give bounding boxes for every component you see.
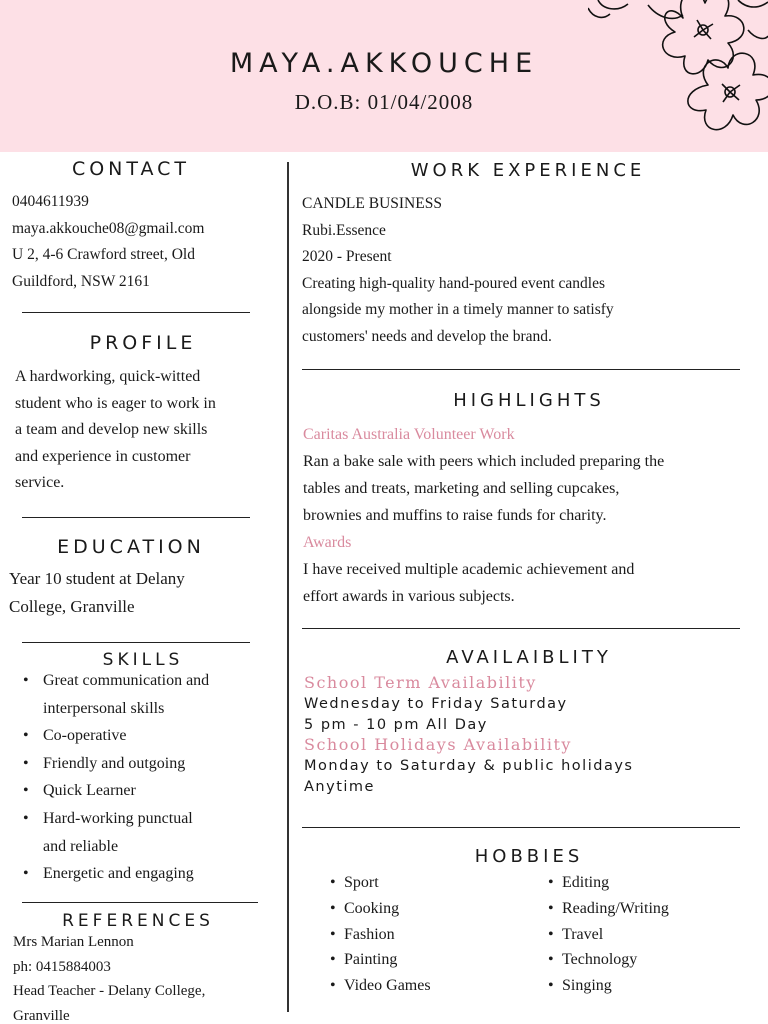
contact-email: maya.akkouche08@gmail.com [12, 219, 205, 237]
profile-line: a team and develop new skills [15, 421, 208, 438]
profile-line: and experience in customer [15, 447, 191, 465]
references-heading: REFERENCES [62, 911, 214, 931]
hobby-item: • Travel [548, 922, 758, 948]
profile-text [15, 364, 285, 497]
hobby-item: • Painting [330, 947, 530, 973]
date-of-birth: D.O.B: 01/04/2008 [294, 90, 474, 114]
profile-line: service. [15, 474, 65, 491]
divider [302, 628, 740, 629]
flower-decoration-icon [588, 0, 768, 160]
work-block [302, 191, 762, 350]
reference-role: Granville [13, 1007, 70, 1024]
references-block [13, 930, 285, 1024]
hobbies-heading: HOBBIES [474, 846, 584, 867]
hobby-item: • Video Games [330, 973, 530, 999]
profile-line: A hardworking, quick-witted [15, 368, 201, 385]
hobby-item: • Reading/Writing [548, 896, 758, 922]
highlight-line: I have received multiple academic achievement and [303, 561, 635, 578]
hobby-item: • Editing [548, 870, 758, 896]
hobby-item: • Sport [330, 870, 530, 896]
highlight-line: effort awards in various subjects. [303, 588, 515, 605]
contact-block [12, 189, 282, 295]
contact-address-2: Guildford, NSW 2161 [12, 272, 150, 290]
skill-item: • Co-operative [13, 722, 285, 750]
highlight-title: Awards [303, 534, 352, 551]
hobby-item: • Fashion [330, 922, 530, 948]
profile-line: student who is eager to work in [15, 394, 216, 412]
availability-holiday-days: Monday to Saturday & public holidays [304, 758, 634, 775]
highlights-heading: HIGHLIGHTS [453, 390, 605, 411]
work-title: CANDLE BUSINESS [302, 195, 442, 212]
work-company: Rubi.Essence [302, 221, 386, 239]
skill-item: • Friendly and outgoing [13, 750, 285, 778]
contact-heading: CONTACT [71, 158, 191, 180]
skill-item: • Quick Learner [13, 777, 285, 805]
availability-holiday-title: School Holidays Availability [304, 735, 572, 755]
availability-holiday-hours: Anytime [304, 778, 375, 795]
availability-term-title: School Term Availability [304, 673, 537, 692]
work-description: customers' needs and develop the brand. [302, 327, 552, 345]
hobbies-list-1 [330, 870, 530, 999]
education-line: Year 10 student at Delany [9, 569, 185, 588]
highlights-block [303, 421, 765, 610]
hobbies-list-2 [548, 870, 758, 999]
divider [22, 517, 250, 518]
work-description: Creating high-quality hand-poured event candles [302, 274, 606, 292]
divider [22, 642, 250, 643]
education-text [9, 565, 284, 621]
skill-item: • Great communication and interpersonal skills [13, 667, 285, 722]
highlight-line: Ran a bake sale with peers which included preparing the [303, 453, 665, 470]
work-heading: WORK EXPERIENCE [410, 160, 646, 181]
education-heading: EDUCATION [57, 536, 205, 558]
availability-term-hours: 5 pm - 10 pm All Day [304, 716, 488, 733]
reference-name: Mrs Marian Lennon [13, 934, 134, 950]
divider [22, 902, 258, 903]
hobby-item: • Singing [548, 973, 758, 999]
hobby-item: • Technology [548, 947, 758, 973]
divider [302, 827, 740, 828]
reference-role: Head Teacher - Delany College, [13, 983, 206, 999]
contact-address-1: U 2, 4-6 Crawford street, Old [12, 246, 195, 263]
skills-heading: SKILLS [102, 650, 184, 670]
reference-phone: ph: 0415884003 [13, 958, 111, 975]
column-divider [287, 162, 289, 1012]
highlight-title: Caritas Australia Volunteer Work [303, 426, 515, 443]
highlight-line: tables and treats, marketing and selling cupcakes, [303, 480, 620, 497]
resume-name: MAYA.AKKOUCHE [229, 48, 539, 79]
contact-phone: 0404611939 [12, 193, 89, 210]
education-line: College, Granville [9, 597, 135, 616]
highlight-line: brownies and muffins to raise funds for charity. [303, 507, 607, 524]
skill-item: • Hard-working punctual and reliable [13, 805, 285, 860]
work-period: 2020 - Present [302, 248, 392, 265]
skill-item: • Energetic and engaging [13, 860, 285, 888]
availability-heading: AVAILAIBLITY [446, 647, 612, 668]
availability-term-days: Wednesday to Friday Saturday [304, 695, 568, 712]
divider [22, 312, 250, 313]
work-description: alongside my mother in a timely manner to satisfy [302, 301, 614, 318]
profile-heading: PROFILE [89, 332, 197, 354]
hobby-item: • Cooking [330, 896, 530, 922]
availability-block [304, 673, 764, 798]
header-banner [0, 0, 768, 152]
skills-list [13, 667, 285, 888]
divider [302, 369, 740, 370]
